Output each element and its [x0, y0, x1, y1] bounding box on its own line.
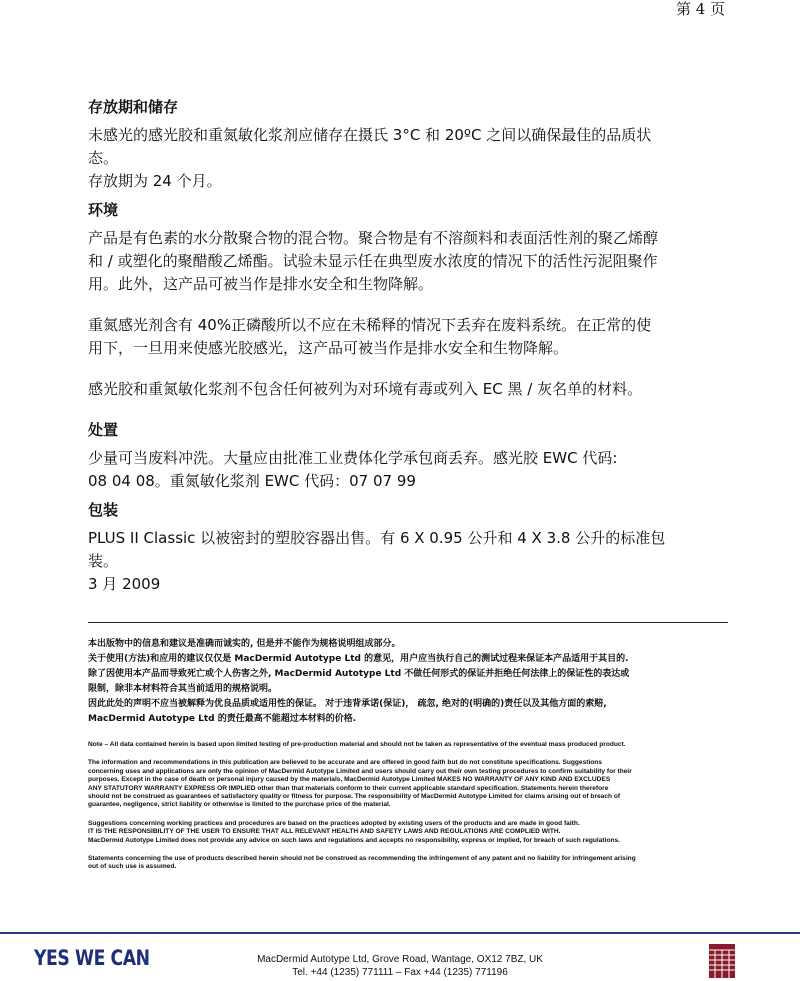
environment-paragraph-line: 用。此外，这产品可被当作是排水安全和生物降解。	[88, 275, 434, 293]
shelf-life-text: 存放期为 24 个月。	[88, 172, 222, 190]
disposal-heading: 处置	[88, 421, 119, 439]
notice-en-line: Statements concerning the use of products described herein should not be construed as recommending the infringement of any patent and no liability for infringement arising	[88, 855, 636, 863]
yes-we-can-logo: YES WE CAN	[34, 946, 150, 970]
phone-fax-line: Tel. +44 (1235) 771111 – Fax +44 (1235) 771196	[292, 967, 508, 978]
notice-en-line: concerning uses and applications are only the opinion of MacDermid Autotype Limited and users should carry out their own testing procedures to confirm suitability for their	[88, 767, 632, 775]
address-line: MacDermid Autotype Ltd, Grove Road, Wantage, OX12 7BZ, UK	[257, 954, 543, 965]
notice-en-block	[88, 759, 728, 809]
disposal-paragraph-line: 少量可当废料冲洗。大量应由批准工业费体化学承包商丢弃。感光胶 EWC 代码:	[88, 449, 618, 467]
notice-en-block	[88, 855, 728, 872]
notice-en-line: should not be construed as guarantees of satisfactory quality or fitness for purpose. The responsibility of MacDermid Autotype Limited for claims arising out of breach of	[88, 793, 621, 801]
notice-en-line: ANY STATUTORY WARRANTY EXPRESS OR IMPLIED other than that materials conform to their current applicable standard specification. Statements herein therefore	[88, 784, 609, 792]
notice-cn-line: 限制，除非本材料符合其当前适用的规格说明。	[88, 684, 278, 694]
legal-notice	[88, 622, 728, 872]
notice-en-line: The information and recommendations in this publication are believed to be accurate and are offered in good faith but do not constitute specifications. Suggestions	[88, 759, 603, 767]
document-body	[88, 96, 728, 596]
environment-heading: 环境	[88, 201, 119, 219]
footer-rule	[0, 932, 800, 934]
notice-cn-line: 本出版物中的信息和建议是准确而诚实的, 但是并不能作为规格说明组成部分。	[88, 639, 401, 649]
storage-heading: 存放期和储存	[88, 98, 179, 116]
page-number: 第 4 页	[676, 0, 726, 18]
storage-paragraph-line: 未感光的感光胶和重氮敏化浆剂应储存在摄氏 3°C 和 20ºC 之间以确保最佳的品质状	[88, 126, 652, 144]
diazo-paragraph-line: 用下，一旦用来使感光胶感光，这产品可被当作是排水安全和生物降解。	[88, 339, 569, 357]
environment-paragraph-line: 产品是有色素的水分散聚合物的混合物。聚合物是有不溶颜料和表面活性剂的聚乙烯醇	[88, 229, 659, 247]
notice-cn-line: 除了因使用本产品而导致死亡或个人伤害之外, MacDermid Autotype Ltd 不做任何形式的保证并拒绝任何法律上的保证性的表达或	[88, 669, 630, 679]
notice-cn-line: 因此此处的声明不应当被解释为优良品质或适用性的保证。 对于违背承诺(保证)， 疏忽, 绝对的(明确的)责任以及其他方面的索赔,	[88, 699, 607, 709]
document-date: 3 月 2009	[88, 575, 161, 593]
packaging-heading: 包装	[88, 501, 119, 519]
company-address	[200, 953, 600, 979]
notice-cn-line: 关于使用(方法)和应用的建议仅仅是 MacDermid Autotype Ltd 的意见，用户应当执行自己的测试过程来保证本产品适用于其目的.	[88, 654, 629, 664]
notice-en-line: IT IS THE RESPONSIBILITY OF THE USER TO ENSURE THAT ALL RELEVANT HEALTH AND SAFETY LAWS AND REGULATIONS ARE COMPLIED WITH.	[88, 828, 561, 836]
environment-paragraph-line: 和 / 或塑化的聚醋酸乙烯酯。试验未显示任在典型废水浓度的情况下的活性污泥阻聚作	[88, 252, 658, 270]
company-logo-icon	[709, 944, 735, 978]
notice-en-line: guarantee, negligence, strict liability or otherwise is limited to the purchase price of the material.	[88, 801, 391, 809]
notice-en-note: Note – All data contained herein is based upon limited testing of pre-production material and should not be taken as representative of the eventual mass produced product.	[88, 741, 626, 748]
notice-en-line: MacDermid Autotype Limited does not provide any advice on such laws and regulations and accepts no responsibility, express or implied, for breach of such regulations.	[88, 836, 621, 844]
storage-paragraph-line: 态。	[88, 149, 119, 167]
disposal-paragraph-line: 08 04 08。重氮敏化浆剂 EWC 代码：07 07 99	[88, 472, 416, 490]
notice-en-line: out of such use is assumed.	[88, 863, 177, 871]
notice-cn-line: MacDermid Autotype Ltd 的责任最高不能超过本材料的价格.	[88, 714, 357, 724]
ec-list-paragraph: 感光胶和重氮敏化浆剂不包含任何被列为对环境有毒或列入 EC 黑 / 灰名单的材料。	[88, 380, 643, 398]
notice-en-line: Suggestions concerning working practices and procedures are based on the practices adopted by existing users of the products and are made in good faith.	[88, 819, 580, 827]
notice-en-block	[88, 820, 728, 845]
packaging-paragraph-line: 装。	[88, 552, 119, 570]
packaging-paragraph-line: PLUS II Classic 以被密封的塑胶容器出售。有 6 X 0.95 公升和 4 X 3.8 公升的标准包	[88, 529, 666, 547]
diazo-paragraph-line: 重氮感光剂含有 40%正磷酸所以不应在未稀释的情况下丢弃在废料系统。在正常的使	[88, 316, 652, 334]
notice-en-line: purposes. Except in the case of death or personal injury caused by the materials, MacDermid Autotype Limited MAKES NO WARRANTY OF ANY KIND AND EXCLUDES	[88, 776, 611, 784]
